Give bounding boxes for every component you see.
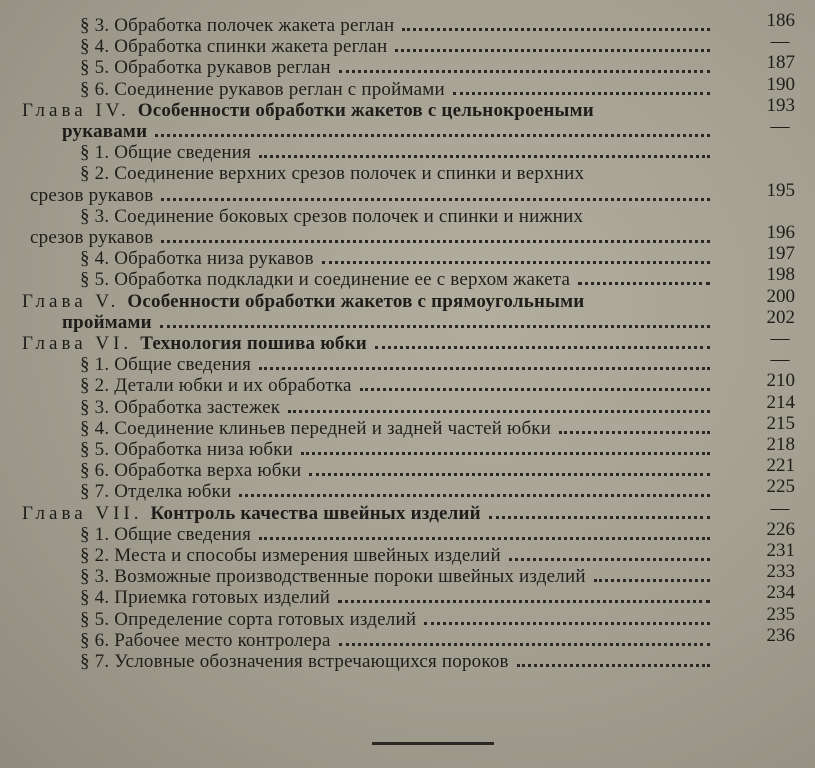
page-number: 221 [766,455,795,477]
dot-leader [509,558,710,561]
page-number: 233 [766,561,795,583]
toc-entry-title: § 5. Обработка низа юбки [80,439,294,460]
dot-leader [375,346,710,349]
dot-leader [160,325,710,328]
page-number: 197 [766,243,795,265]
toc-section-row [0,78,720,100]
toc-entry-title: § 4. Обработка спинки жакета реглан [80,36,388,58]
page-number: 231 [766,540,795,561]
toc-entry-title: § 1. Общие сведения [80,354,252,376]
page-number: 218 [766,434,795,455]
toc-entry-title: § 2. Детали юбки и их обработка [80,375,352,397]
toc-chapter-row [0,120,720,142]
toc-section-row [0,374,720,396]
toc-section-row [0,586,720,608]
dot-leader [339,70,710,73]
toc-section-row [0,184,720,206]
dot-leader [559,431,710,434]
page-number: 235 [766,603,795,625]
toc-entry-title: § 5. Определение сорта готовых изделий [80,608,417,630]
toc-entry-title: § 5. Обработка рукавов реглан [80,57,331,79]
page-dash: — [770,116,790,137]
toc-entry-title: § 7. Отделка юбки [80,481,232,503]
toc-entry-title: § 1. Общие сведения [80,142,252,164]
dot-leader [239,494,710,497]
toc-section-row [0,608,720,630]
toc-entry-title: Особенности обработки жакетов с цельнокроеными [137,99,594,121]
dot-leader [402,28,710,31]
toc-entry-title: § 5. Обработка подкладки и соединение ее с верхом жакета [80,269,571,291]
toc-section-row [0,650,720,672]
dot-leader [578,282,710,285]
dot-leader [155,134,710,137]
toc-entry-title: § 6. Рабочее место контролера [80,629,331,651]
toc-entry-title: рукавами [62,121,148,142]
dot-leader [161,198,710,201]
page-number: 195 [766,179,795,201]
toc-entry-title: § 3. Обработка застежек [80,396,281,418]
toc-entry-title: § 2. Соединение верхних срезов полочек и спинки и верхних [80,163,585,185]
toc-section-row [0,629,720,651]
toc-entry-title: Особенности обработки жакетов с прямоугольными [127,290,585,312]
toc-entry-title: § 7. Условные обозначения встречающихся пороков [80,651,509,672]
dot-leader [395,49,710,52]
closing-rule [372,742,494,745]
dot-leader [424,622,710,625]
dot-leader [594,579,710,582]
chapter-prefix: Глава IV. [22,99,130,121]
toc-section-row [0,438,720,460]
toc-section-row [0,268,720,290]
dot-leader [259,367,710,370]
toc-section-row [0,162,720,184]
toc-entry-title: § 6. Обработка верха юбки [80,460,302,482]
toc-entry-title: § 6. Соединение рукавов реглан с проймами [80,78,445,100]
page-number: 200 [766,285,795,307]
toc-section-row [0,459,720,481]
dot-leader [259,537,710,540]
toc-entry-title: § 2. Места и способы измерения швейных изделий [80,545,501,566]
chapter-prefix: Глава VII. [22,502,143,524]
toc-entry-title: § 3. Возможные производственные пороки швейных изделий [80,566,586,588]
toc-section-row [0,353,720,375]
dot-leader [339,643,710,646]
dot-leader [309,473,710,476]
chapter-prefix: Глава VI. [22,333,133,354]
dot-leader [301,452,710,455]
page-dash: — [770,497,790,519]
toc-section-row [0,141,720,163]
page-number: 187 [766,52,795,74]
toc-section-row [0,523,720,545]
toc-section-row [0,56,720,78]
toc-section-row [0,226,720,248]
page-number: 210 [766,370,795,392]
dot-leader [161,240,710,243]
page-dash: — [770,31,790,53]
toc-entry-title: § 3. Соединение боковых срезов полочек и спинки и нижних [80,205,584,227]
page-number: 214 [766,391,795,413]
toc-section-row [0,544,720,566]
page-number: 196 [766,222,795,243]
toc-entry-title: проймами [62,311,152,333]
toc-chapter-row [0,502,720,524]
toc-section-row [0,417,720,439]
dot-leader [259,155,710,158]
page-number: 198 [766,264,795,286]
toc-entry-title: § 4. Соединение клиньев передней и задней частей юбки [80,417,552,439]
page-number: 190 [766,73,795,95]
page-number: 234 [766,582,795,604]
toc-entry-title: § 4. Обработка низа рукавов [80,248,314,270]
toc-chapter-row [0,332,720,354]
page-number: 215 [766,412,795,434]
dot-leader [489,516,710,519]
page-dash: — [770,349,790,371]
page-number: 202 [766,306,795,328]
toc-section-row [0,35,720,57]
toc-section-row [0,480,720,502]
toc-entry-title: срезов рукавов [30,184,154,206]
page-number: 193 [766,94,795,116]
dot-leader [360,388,710,391]
toc-entry-title: Технология пошива юбки [140,333,367,354]
toc-section-row [0,565,720,587]
toc-section-row [0,205,720,227]
toc-chapter-row [0,290,720,312]
toc-entry-title: § 3. Обработка полочек жакета реглан [80,15,395,36]
toc-section-row [0,247,720,269]
dot-leader [338,600,710,603]
toc-chapter-row [0,99,720,121]
page-number: 186 [766,10,795,31]
toc-entry-title: Контроль качества швейных изделий [150,502,481,524]
toc-section-row [0,396,720,418]
toc-section-row [0,14,720,36]
page-number: 226 [766,518,795,540]
toc-entry-title: срезов рукавов [30,227,154,248]
dot-leader [517,664,710,667]
toc-entry-title: § 4. Приемка готовых изделий [80,587,331,609]
dot-leader [453,92,710,95]
page-number: 225 [766,476,795,498]
page-number: 236 [766,624,795,646]
page-dash: — [770,328,790,349]
dot-leader [322,261,710,264]
chapter-prefix: Глава V. [22,290,120,312]
toc-chapter-row [0,311,720,333]
toc-entry-title: § 1. Общие сведения [80,523,252,545]
dot-leader [288,410,710,413]
